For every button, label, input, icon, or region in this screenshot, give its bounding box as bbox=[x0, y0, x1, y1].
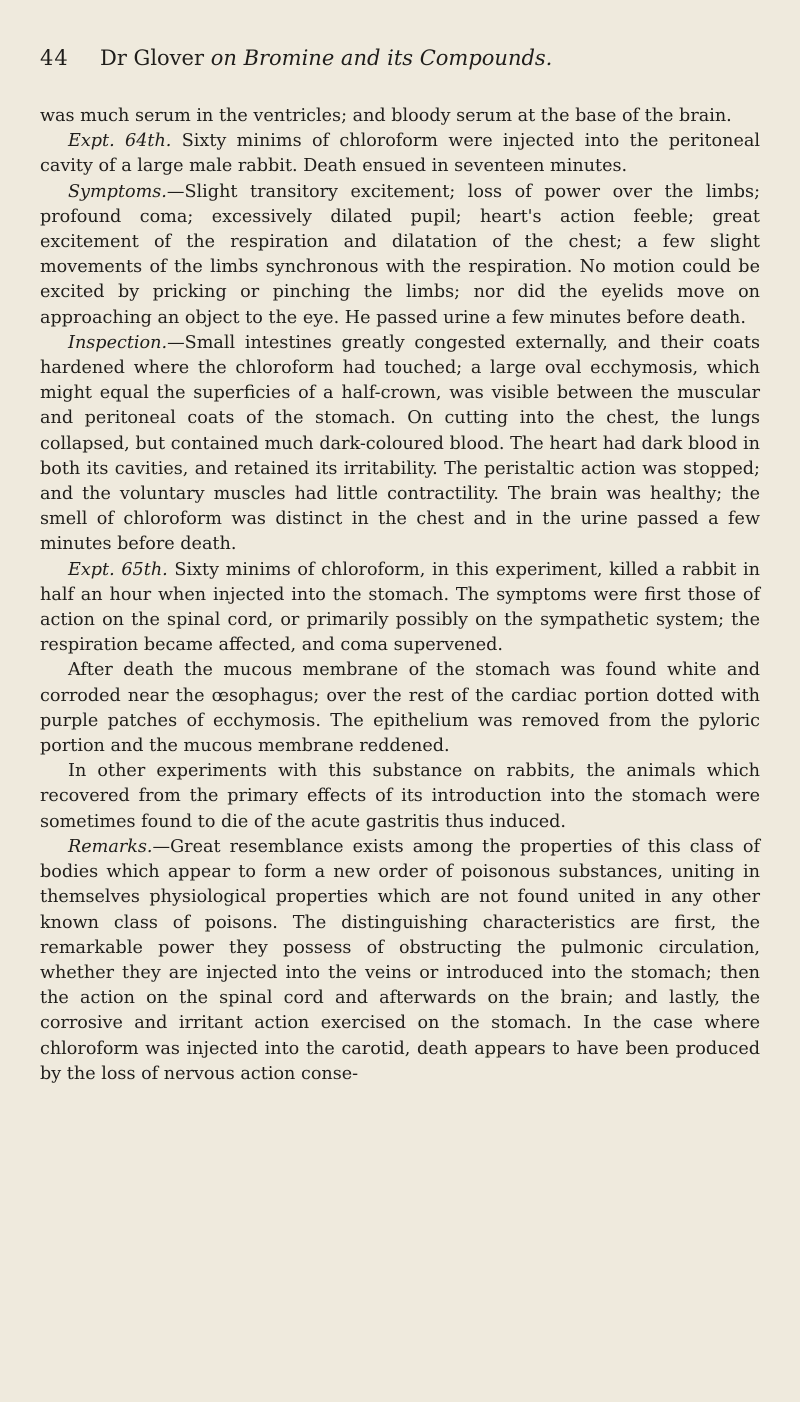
running-header bbox=[40, 38, 760, 78]
paragraph-symptoms bbox=[40, 180, 760, 331]
body-text bbox=[40, 104, 760, 1087]
paragraph-lead: Symptoms. bbox=[68, 181, 167, 202]
paragraph-text: —Slight transitory excitement; loss of power over the limbs; profound coma; excessively dilated pupil; heart's action feeble; great excitement of the respiration and dilatation of the chest; a few slight movements of the limbs synchronous with the respiration. No motion could be excited by pricking or pinching the limbs; nor did the eyelids move on approaching an object to the eye. He passed urine a few minutes before death. bbox=[40, 181, 760, 328]
paragraph-text: —Great resemblance exists among the properties of this class of bodies which appear to form a new order of poisonous substances, uniting in themselves physiological properties which are not found united in any other known class of poisons. The distinguishing characteristics are first, the remarkable power they possess of obstructing the pulmonic circulation, whether they are injected into the veins or introduced into the stomach; then the action on the spinal cord and afterwards on the brain; and lastly, the corrosive and irritant action exercised on the stomach. In the case where chloroform was injected into the carotid, death appears to have been produced by the loss of nervous action conse- bbox=[40, 836, 760, 1084]
paragraph-text: —Small intestines greatly congested externally, and their coats hardened where the chloroform had touched; a large oval ecchymosis, which might equal the superficies of a half-crown, was visible between the muscular and peritoneal coats of the stomach. On cutting into the chest, the lungs collapsed, but contained much dark-coloured blood. The heart had dark blood in both its cavities, and retained its irritability. The peristaltic action was stopped; and the voluntary muscles had little contractility. The brain was healthy; the smell of chloroform was distinct in the chest and in the urine passed a few minutes before death. bbox=[40, 332, 760, 555]
paragraph-text: Sixty minims of chloroform were injected into the peritoneal cavity of a large male rabbit. Death ensued in seventeen minutes. bbox=[40, 131, 760, 177]
paragraph-lead: Expt. 64th. bbox=[68, 131, 172, 152]
paragraph-text: After death the mucous membrane of the stomach was found white and corroded near the œsophagus; over the rest of the cardiac portion dotted with purple patches of ecchymosis. The epithelium was removed from the pyloric portion and the mucous membrane reddened. bbox=[40, 660, 760, 757]
paragraph-other-experiments bbox=[40, 759, 760, 835]
paragraph-after-death bbox=[40, 658, 760, 759]
running-title-author: Dr Glover bbox=[100, 46, 205, 70]
paragraph-text: was much serum in the ventricles; and bloody serum at the base of the brain. bbox=[40, 106, 732, 126]
paragraph-text: In other experiments with this substance on rabbits, the animals which recovered from the primary effects of its introduction into the stomach were sometimes found to die of the acute gastritis thus induced. bbox=[40, 761, 760, 832]
paragraph-remarks bbox=[40, 835, 760, 1087]
paragraph-lead: Expt. 65th. bbox=[68, 559, 168, 580]
running-title-on: on bbox=[210, 46, 237, 70]
paragraph-expt-64 bbox=[40, 129, 760, 179]
paragraph-inspection bbox=[40, 331, 760, 558]
paragraph-continuation bbox=[40, 104, 760, 129]
paragraph-lead: Remarks. bbox=[68, 836, 153, 857]
paragraph-text: Sixty minims of chloroform, in this experiment, killed a rabbit in half an hour when injected into the stomach. The symptoms were first those of action on the spinal cord, or primarily possibly on the sympathetic system; the respiration became affected, and coma supervened. bbox=[40, 559, 760, 656]
running-title bbox=[100, 38, 552, 78]
running-title-main: Bromine and its Compounds. bbox=[243, 46, 553, 70]
paragraph-expt-65 bbox=[40, 558, 760, 659]
paragraph-lead: Inspection. bbox=[68, 332, 168, 353]
page-number: 44 bbox=[40, 46, 69, 70]
